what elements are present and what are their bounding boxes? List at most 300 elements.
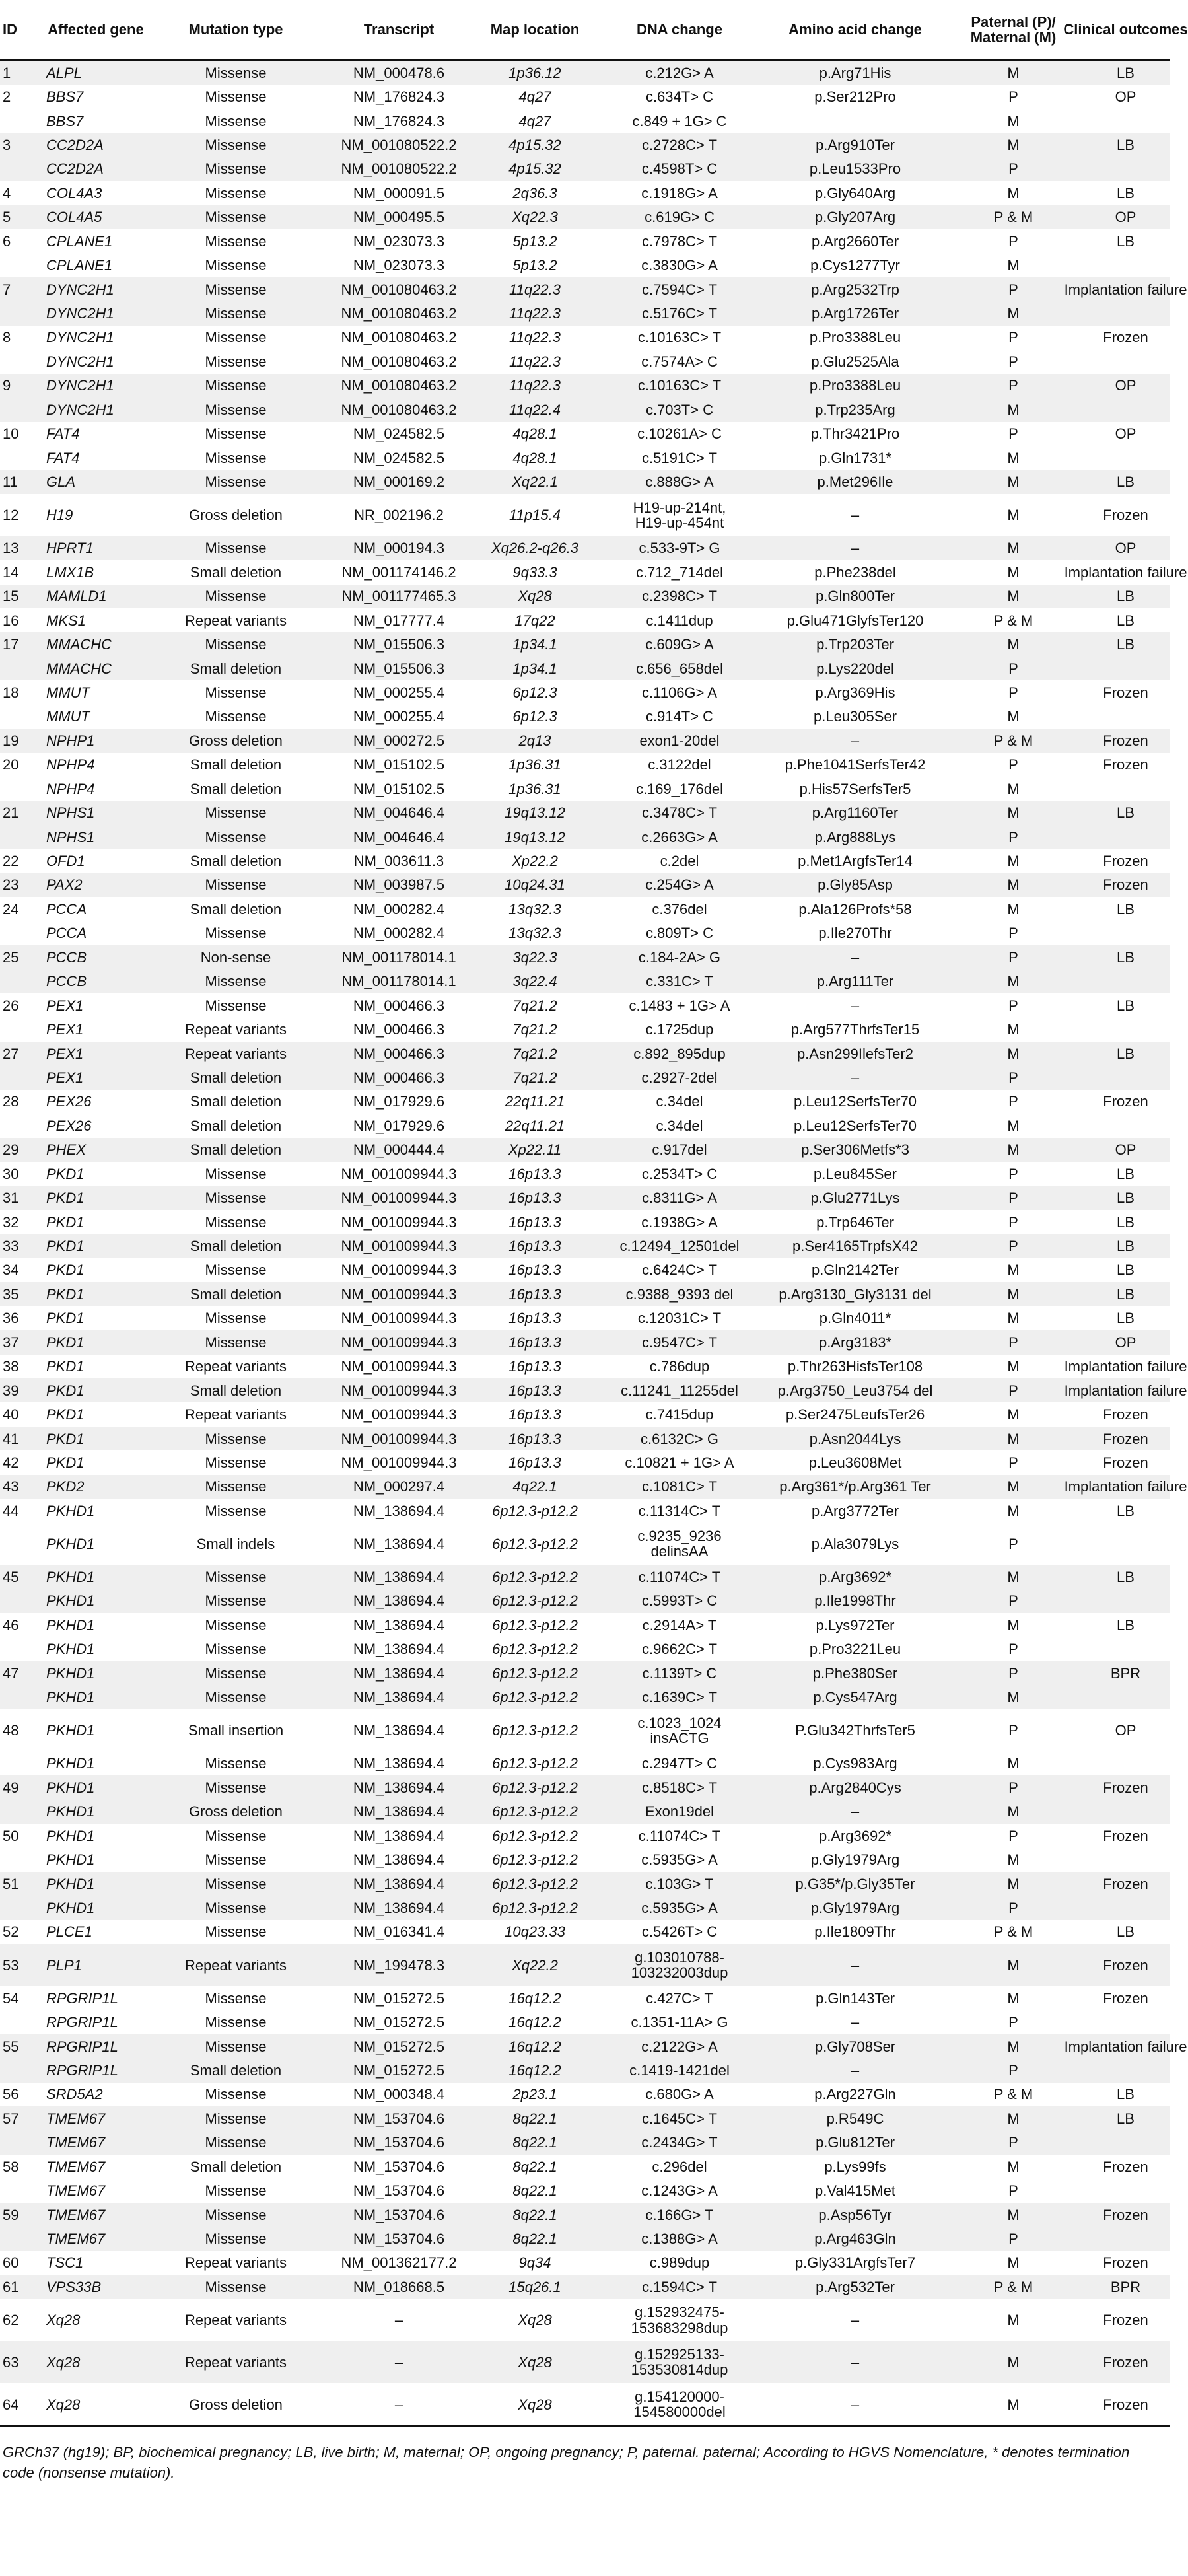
table-row (0, 1613, 1170, 1637)
cell-dna-change: g.154120000- 154580000del (633, 2388, 726, 2421)
table-row (0, 301, 1170, 325)
table-row (0, 970, 1170, 993)
cell-transcript: NM_138694.4 (353, 1900, 445, 1917)
cell-dna-change: c.1419-1421del (629, 2061, 730, 2079)
table-row (0, 1565, 1170, 1589)
cell-mutation-type: Missense (205, 1779, 267, 1796)
cell-map-location: 16p13.3 (508, 1262, 561, 1279)
cell-transcript: NM_001178014.1 (341, 973, 456, 990)
cell-clinical-outcome: Frozen (1103, 1406, 1148, 1423)
cell-id: 20 (3, 756, 19, 773)
cell-clinical-outcome: LB (1117, 64, 1135, 81)
cell-parent-origin: M (1007, 2396, 1020, 2413)
table-row (0, 2227, 1170, 2250)
cell-amino-acid-change: p.Ala3079Lys (811, 1535, 899, 1552)
header-clinical-outcomes: Clinical outcomes (1063, 21, 1188, 38)
cell-clinical-outcome: Frozen (1103, 1454, 1148, 1471)
table-row (0, 1709, 1170, 1752)
table-row (0, 825, 1170, 849)
cell-map-location: 9q33.3 (512, 563, 557, 581)
cell-mutation-type: Missense (205, 305, 267, 322)
cell-mutation-type: Missense (205, 588, 267, 605)
cell-transcript: NM_138694.4 (353, 1779, 445, 1796)
cell-dna-change: g.103010788- 103232003dup (631, 1949, 728, 1982)
cell-clinical-outcome (1081, 2010, 1170, 2034)
cell-map-location: 16p13.3 (508, 1382, 561, 1399)
cell-dna-change: c.1594C> T (642, 2278, 717, 2295)
cell-dna-change: c.533-9T> G (639, 540, 720, 557)
cell-mutation-type: Missense (205, 1900, 267, 1917)
cell-amino-acid-change: p.Asn2044Lys (809, 1430, 901, 1447)
cell-id: 45 (3, 1569, 19, 1586)
table-row (0, 349, 1170, 373)
cell-parent-origin: P (1008, 948, 1018, 966)
cell-clinical-outcome: Frozen (1103, 2158, 1148, 2175)
table-row (0, 1686, 1170, 1709)
cell-mutation-type: Missense (205, 2182, 267, 2200)
table-row (0, 608, 1170, 632)
cell-gene: RPGRIP1L (46, 2014, 118, 2031)
cell-transcript: NM_004646.4 (353, 828, 445, 845)
cell-mutation-type: Missense (205, 209, 267, 226)
cell-mutation-type: Repeat variants (184, 2353, 287, 2371)
cell-gene: PEX1 (46, 997, 84, 1014)
table-row (0, 897, 1170, 921)
cell-mutation-type: Missense (205, 184, 267, 201)
cell-map-location: 4q27 (518, 112, 551, 129)
cell-dna-change: c.1645C> T (642, 2110, 717, 2127)
cell-amino-acid-change: – (851, 2353, 860, 2371)
cell-parent-origin: M (1007, 507, 1020, 524)
cell-clinical-outcome (1081, 398, 1170, 421)
cell-dna-change: c.212G> A (645, 64, 714, 81)
cell-gene: PKHD1 (46, 1616, 95, 1633)
cell-clinical-outcome (1081, 157, 1170, 181)
cell-amino-acid-change: p.Leu12SerfsTer70 (794, 1093, 917, 1110)
cell-mutation-type: Missense (205, 377, 267, 394)
cell-id (0, 705, 37, 729)
cell-gene: PEX1 (46, 1021, 84, 1038)
cell-id: 59 (3, 2206, 19, 2223)
cell-clinical-outcome (1081, 1896, 1170, 1919)
cell-map-location: 16q12.2 (508, 2061, 561, 2079)
cell-clinical-outcome: LB (1117, 805, 1135, 822)
cell-map-location: 1p36.12 (508, 64, 561, 81)
cell-map-location: 3q22.3 (512, 948, 557, 966)
cell-gene: PKD1 (46, 1262, 85, 1279)
cell-dna-change: c.331C> T (646, 973, 713, 990)
cell-gene: PKD1 (46, 1454, 85, 1471)
cell-parent-origin: M (1007, 780, 1020, 797)
cell-clinical-outcome (1081, 1847, 1170, 1871)
cell-clinical-outcome: BPR (1110, 1664, 1141, 1682)
table-row (0, 446, 1170, 470)
cell-gene: BBS7 (46, 89, 84, 106)
cell-id: 14 (3, 563, 19, 581)
cell-gene: PKHD1 (46, 1851, 95, 1869)
cell-id (0, 1686, 37, 1709)
cell-transcript: NM_015506.3 (353, 660, 445, 677)
table-row (0, 1114, 1170, 1137)
table-row (0, 1944, 1170, 1986)
cell-amino-acid-change: p.Arg71His (819, 64, 891, 81)
cell-mutation-type: Small deletion (190, 756, 282, 773)
cell-mutation-type: Non-sense (200, 948, 271, 966)
cell-gene: PKHD1 (46, 1535, 95, 1552)
cell-amino-acid-change: p.Cys983Arg (813, 1755, 897, 1772)
cell-gene: MMUT (46, 684, 90, 701)
cell-dna-change: c.10261A> C (637, 425, 722, 443)
table-row (0, 632, 1170, 656)
cell-parent-origin: P (1008, 1069, 1018, 1086)
cell-mutation-type: Missense (205, 2038, 267, 2055)
cell-transcript: NM_000466.3 (353, 1069, 445, 1086)
cell-gene: VPS33B (46, 2278, 102, 2295)
cell-transcript: NM_015272.5 (353, 1989, 445, 2007)
cell-parent-origin: P & M (993, 612, 1033, 629)
cell-dna-change: c.9235_9236 delinsAA (637, 1528, 722, 1560)
cell-parent-origin: P & M (993, 209, 1033, 226)
cell-dna-change: c.169_176del (635, 780, 724, 797)
cell-gene: PKD1 (46, 1165, 85, 1182)
cell-amino-acid-change: p.Gly1979Arg (810, 1900, 900, 1917)
cell-mutation-type: Small deletion (190, 1285, 282, 1303)
cell-map-location: 2p23.1 (512, 2086, 557, 2103)
cell-amino-acid-change: p.Gln2142Ter (811, 1262, 899, 1279)
cell-transcript: NM_015102.5 (353, 780, 445, 797)
cell-parent-origin: M (1007, 1569, 1020, 1586)
cell-transcript: NM_000297.4 (353, 1478, 445, 1495)
cell-parent-origin: P (1008, 2061, 1018, 2079)
cell-amino-acid-change: p.Arg532Ter (816, 2278, 895, 2295)
cell-clinical-outcome: Frozen (1103, 2353, 1148, 2371)
table-row (0, 2010, 1170, 2034)
table-row (0, 921, 1170, 945)
cell-transcript: NM_153704.6 (353, 2182, 445, 2200)
cell-dna-change: c.34del (656, 1117, 703, 1134)
cell-clinical-outcome: LB (1117, 588, 1135, 605)
cell-id: 46 (3, 1616, 19, 1633)
cell-transcript: NM_000348.4 (353, 2086, 445, 2103)
cell-transcript: – (394, 2312, 403, 2329)
table-row (0, 1824, 1170, 1847)
cell-id: 18 (3, 684, 19, 701)
cell-map-location: Xq26.2-q26.3 (491, 540, 579, 557)
cell-clinical-outcome (1081, 301, 1170, 325)
cell-gene: PKD1 (46, 1285, 85, 1303)
cell-dna-change: c.7978C> T (642, 233, 717, 250)
cell-transcript: NM_001174146.2 (341, 563, 456, 581)
cell-map-location: 16q12.2 (508, 2038, 561, 2055)
cell-parent-origin: P (1008, 756, 1018, 773)
cell-dna-change: c.2534T> C (641, 1165, 718, 1182)
cell-map-location: 13q32.3 (508, 925, 561, 942)
cell-dna-change: c.5935G> A (641, 1900, 718, 1917)
cell-id (0, 1114, 37, 1137)
cell-amino-acid-change: p.Gln1731* (818, 449, 892, 466)
cell-transcript: NM_023073.3 (353, 233, 445, 250)
cell-dna-change: g.152932475- 153683298dup (631, 2304, 728, 2336)
cell-dna-change: c.892_895dup (633, 1045, 726, 1062)
cell-map-location: 16p13.3 (508, 1334, 561, 1351)
cell-mutation-type: Small indels (196, 1535, 275, 1552)
table-row (0, 2179, 1170, 2203)
cell-dna-change: c.9662C> T (642, 1641, 717, 1658)
cell-parent-origin: P (1008, 1093, 1018, 1110)
cell-id (0, 1847, 37, 1871)
cell-mutation-type: Missense (205, 708, 267, 725)
cell-parent-origin: P (1008, 660, 1018, 677)
cell-dna-change: c.10821 + 1G> A (625, 1454, 734, 1471)
cell-clinical-outcome: BPR (1110, 2278, 1141, 2295)
cell-parent-origin: M (1007, 305, 1020, 322)
cell-gene: RPGRIP1L (46, 1989, 118, 2007)
cell-amino-acid-change: p.Glu2771Lys (810, 1190, 900, 1207)
cell-dna-change: c.2927-2del (641, 1069, 718, 1086)
cell-id: 47 (3, 1664, 19, 1682)
cell-mutation-type: Missense (205, 828, 267, 845)
cell-dna-change: c.3122del (648, 756, 711, 773)
cell-id: 17 (3, 636, 19, 653)
cell-gene: PKD1 (46, 1310, 85, 1327)
cell-mutation-type: Missense (205, 973, 267, 990)
cell-amino-acid-change: p.Lys972Ter (816, 1616, 895, 1633)
cell-mutation-type: Missense (205, 2014, 267, 2031)
cell-clinical-outcome: LB (1117, 2110, 1135, 2127)
cell-amino-acid-change: p.Arg2840Cys (809, 1779, 901, 1796)
cell-mutation-type: Missense (205, 64, 267, 81)
table-row (0, 470, 1170, 493)
cell-amino-acid-change: p.Glu471GlyfsTer120 (786, 612, 924, 629)
cell-clinical-outcome (1081, 777, 1170, 801)
cell-amino-acid-change: p.Ser2475LeufsTer26 (785, 1406, 925, 1423)
cell-gene: PEX1 (46, 1045, 84, 1062)
cell-id: 4 (3, 184, 11, 201)
cell-gene: COL4A3 (46, 184, 102, 201)
cell-map-location: 6p12.3-p12.2 (492, 1641, 578, 1658)
table-row (0, 2083, 1170, 2106)
cell-id: 12 (3, 507, 19, 524)
cell-parent-origin: P & M (993, 2086, 1033, 2103)
cell-mutation-type: Missense (205, 425, 267, 443)
table-row (0, 205, 1170, 229)
cell-gene: DYNC2H1 (46, 377, 114, 394)
cell-gene: FAT4 (46, 425, 80, 443)
table-row (0, 2058, 1170, 2082)
cell-gene: NPHS1 (46, 805, 95, 822)
cell-id: 33 (3, 1238, 19, 1254)
cell-id: 15 (3, 588, 19, 605)
cell-parent-origin: M (1007, 877, 1020, 894)
cell-clinical-outcome: OP (1115, 1334, 1136, 1351)
cell-dna-change: c.1081C> T (642, 1478, 717, 1495)
cell-amino-acid-change: p.Lys220del (816, 660, 894, 677)
header-parent-origin: Paternal (P)/ Maternal (M) (970, 13, 1057, 46)
cell-parent-origin: M (1007, 588, 1020, 605)
cell-transcript: NM_000255.4 (353, 684, 445, 701)
cell-dna-change: c.12031C> T (637, 1310, 722, 1327)
cell-gene: PKD1 (46, 1358, 85, 1375)
cell-transcript: NM_138694.4 (353, 1569, 445, 1586)
cell-map-location: 22q11.21 (505, 1117, 565, 1134)
cell-gene: PKHD1 (46, 1592, 95, 1610)
table-row (0, 109, 1170, 133)
cell-map-location: 16p13.3 (508, 1238, 561, 1254)
cell-id (0, 825, 37, 849)
cell-id: 63 (3, 2353, 19, 2371)
cell-clinical-outcome: Implantation failure (1064, 1358, 1187, 1375)
cell-clinical-outcome: Frozen (1103, 2312, 1148, 2329)
cell-map-location: 6p12.3-p12.2 (492, 1592, 578, 1610)
cell-mutation-type: Small deletion (190, 1069, 282, 1086)
cell-transcript: NM_004646.4 (353, 805, 445, 822)
cell-clinical-outcome: LB (1117, 1310, 1135, 1327)
cell-parent-origin: M (1007, 708, 1020, 725)
cell-transcript: NM_001009944.3 (341, 1406, 457, 1423)
cell-parent-origin: M (1007, 1406, 1020, 1423)
cell-amino-acid-change: P.Glu342ThrfsTer5 (795, 1722, 915, 1739)
cell-dna-change: H19-up-214nt, H19-up-454nt (633, 499, 726, 531)
cell-transcript: NM_003987.5 (353, 877, 445, 894)
cell-parent-origin: P (1008, 925, 1018, 942)
cell-mutation-type: Missense (205, 1689, 267, 1706)
cell-transcript: – (394, 2353, 403, 2371)
cell-parent-origin: P (1008, 1900, 1018, 1917)
cell-dna-change: c.609G> A (645, 636, 714, 653)
cell-clinical-outcome: Frozen (1103, 1827, 1148, 1844)
cell-map-location: 6p12.3-p12.2 (492, 1851, 578, 1869)
cell-clinical-outcome: LB (1117, 636, 1135, 653)
cell-gene: Xq28 (46, 2353, 81, 2371)
cell-transcript: NM_023073.3 (353, 257, 445, 274)
cell-dna-change: c.2663G> A (641, 828, 718, 845)
cell-gene: PKHD1 (46, 1875, 95, 1892)
table-row (0, 1661, 1170, 1685)
cell-id: 25 (3, 948, 19, 966)
cell-mutation-type: Missense (205, 636, 267, 653)
cell-transcript: NM_017777.4 (353, 612, 445, 629)
table-row (0, 873, 1170, 897)
cell-transcript: NM_001009944.3 (341, 1262, 457, 1279)
cell-gene: PKD1 (46, 1430, 85, 1447)
cell-id (0, 1800, 37, 1824)
cell-map-location: 10q24.31 (505, 877, 565, 894)
cell-transcript: NM_000272.5 (353, 732, 445, 749)
cell-amino-acid-change: p.Ser212Pro (814, 89, 896, 106)
cell-amino-acid-change: – (851, 1956, 860, 1974)
cell-amino-acid-change: p.Gly207Arg (814, 209, 896, 226)
cell-dna-change: c.2434G> T (641, 2134, 718, 2151)
cell-amino-acid-change: p.Arg577ThrfsTer15 (790, 1021, 920, 1038)
cell-transcript: NM_153704.6 (353, 2158, 445, 2175)
cell-mutation-type: Missense (205, 805, 267, 822)
cell-clinical-outcome (1081, 2058, 1170, 2082)
cell-dna-change: g.152925133- 153530814dup (631, 2346, 728, 2379)
cell-transcript: NM_015102.5 (353, 756, 445, 773)
cell-clinical-outcome (1081, 2179, 1170, 2203)
table-row (0, 657, 1170, 680)
cell-mutation-type: Missense (205, 281, 267, 298)
cell-parent-origin: P (1008, 281, 1018, 298)
cell-map-location: Xp22.11 (508, 1141, 562, 1159)
cell-amino-acid-change: – (851, 948, 860, 966)
cell-parent-origin: P (1008, 1190, 1018, 1207)
cell-dna-change: c.427C> T (646, 1989, 713, 2007)
cell-parent-origin: M (1007, 1956, 1020, 1974)
cell-transcript: NM_138694.4 (353, 1535, 445, 1552)
cell-id: 31 (3, 1190, 19, 1207)
cell-mutation-type: Small deletion (190, 900, 282, 917)
cell-transcript: NM_138694.4 (353, 1827, 445, 1844)
cell-mutation-type: Repeat variants (184, 1045, 287, 1062)
cell-mutation-type: Missense (205, 1213, 267, 1231)
cell-clinical-outcome: LB (1117, 1285, 1135, 1303)
cell-map-location: 11q22.3 (509, 305, 561, 322)
cell-transcript: NM_176824.3 (353, 112, 445, 129)
cell-clinical-outcome (1081, 109, 1170, 133)
cell-transcript: NM_138694.4 (353, 1689, 445, 1706)
cell-dna-change: c.712_714del (635, 563, 724, 581)
cell-transcript: NM_000444.4 (353, 1141, 445, 1159)
cell-mutation-type: Small deletion (190, 1093, 282, 1110)
table-row (0, 1847, 1170, 1871)
cell-parent-origin: M (1007, 474, 1020, 491)
cell-map-location: 16p13.3 (508, 1358, 561, 1375)
cell-mutation-type: Repeat variants (184, 612, 287, 629)
cell-mutation-type: Missense (205, 1592, 267, 1610)
cell-clinical-outcome: Frozen (1103, 684, 1148, 701)
cell-mutation-type: Missense (205, 89, 267, 106)
cell-map-location: 4q28.1 (512, 425, 557, 443)
cell-gene: PKHD1 (46, 1502, 95, 1519)
cell-id (0, 1523, 37, 1565)
table-row (0, 85, 1170, 108)
cell-map-location: 11p15.4 (509, 507, 561, 524)
cell-id: 21 (3, 805, 19, 822)
cell-gene: MMACHC (46, 660, 112, 677)
cell-transcript: NM_018668.5 (353, 2278, 445, 2295)
cell-mutation-type: Small deletion (190, 1141, 282, 1159)
cell-gene: DYNC2H1 (46, 401, 114, 418)
cell-gene: PCCA (46, 900, 87, 917)
cell-parent-origin: M (1007, 2312, 1020, 2329)
cell-gene: Xq28 (46, 2396, 81, 2413)
cell-mutation-type: Missense (205, 1664, 267, 1682)
cell-amino-acid-change: – (851, 732, 860, 749)
cell-dna-change: c.1023_1024 insACTG (637, 1714, 722, 1746)
cell-clinical-outcome: OP (1115, 377, 1136, 394)
cell-transcript: NM_001009944.3 (341, 1285, 457, 1303)
cell-id: 49 (3, 1779, 19, 1796)
cell-parent-origin: M (1007, 1875, 1020, 1892)
cell-dna-change: c.1918G> A (641, 184, 718, 201)
cell-parent-origin: P (1008, 1722, 1018, 1739)
cell-amino-acid-change: – (851, 1803, 860, 1820)
cell-clinical-outcome: LB (1117, 1502, 1135, 1519)
cell-mutation-type: Missense (205, 1430, 267, 1447)
cell-gene: NPHS1 (46, 828, 95, 845)
cell-amino-acid-change (765, 109, 946, 133)
cell-id: 28 (3, 1093, 19, 1110)
cell-id (0, 157, 37, 181)
cell-parent-origin: P (1008, 233, 1018, 250)
table-row (0, 1523, 1170, 1565)
cell-gene: TMEM67 (46, 2158, 106, 2175)
cell-id (0, 1752, 37, 1775)
cell-amino-acid-change: p.Lys99fs (824, 2158, 886, 2175)
cell-gene: Xq28 (46, 2312, 81, 2329)
cell-mutation-type: Missense (205, 136, 267, 153)
